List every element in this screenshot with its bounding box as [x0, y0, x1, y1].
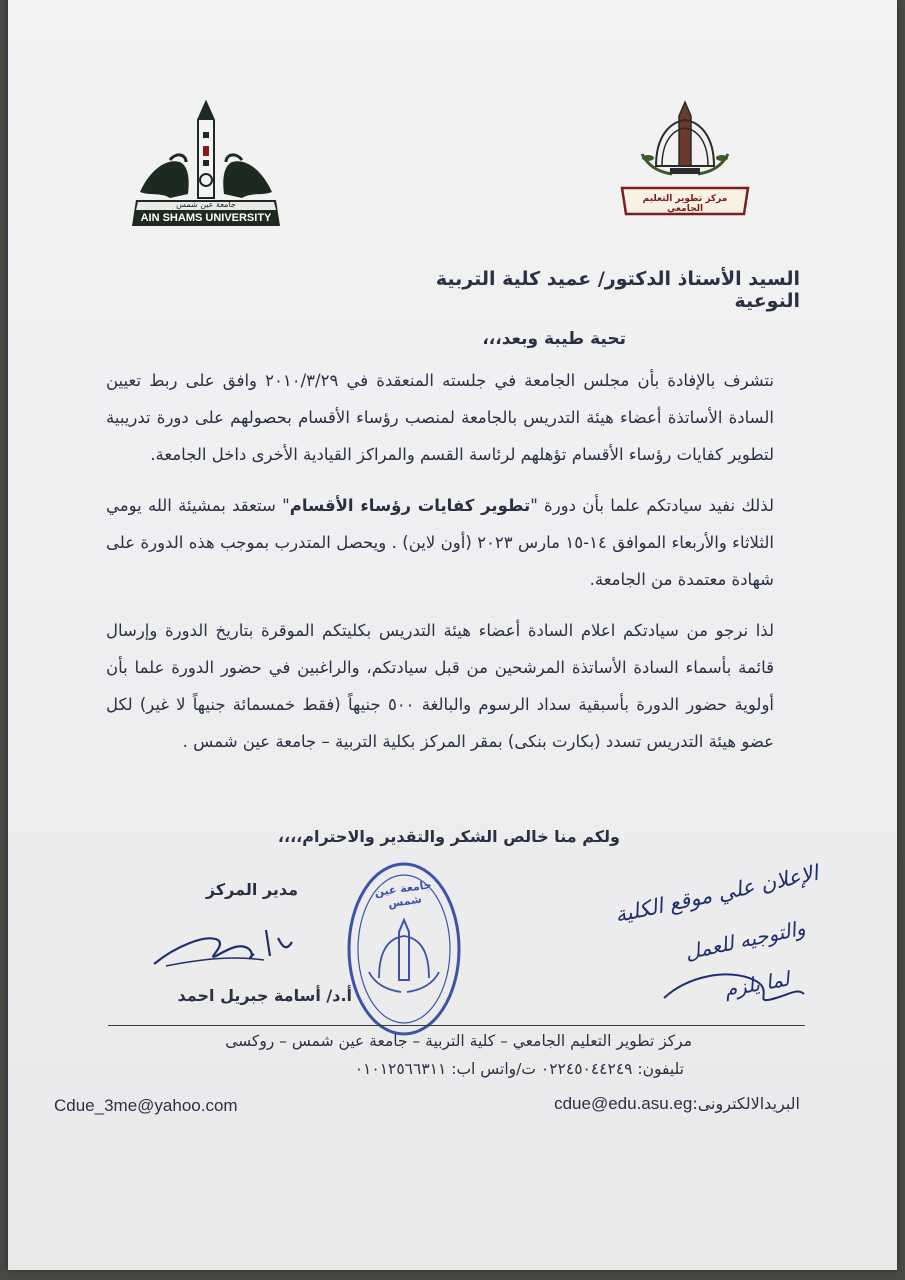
course-title: تطوير كفايات رؤساء الأقسام	[289, 496, 531, 515]
closing-line: ولكم منا خالص الشكر والتقدير والاحترام،،،،	[277, 827, 620, 846]
stamp-text: جامعة عين شمس	[373, 878, 433, 911]
annotation-line-3: لما يلزم	[722, 966, 792, 1002]
primary-email-block	[508, 1094, 800, 1114]
annotation-line-2: والتوجيه للعمل	[682, 915, 808, 965]
logo-english-caption: AIN SHAMS UNIVERSITY	[140, 212, 272, 224]
paragraph-1: نتشرف بالإفادة بأن مجلس الجامعة في جلسته المنعقدة في ٢٠١٠/٣/٢٩ وافق على ربط تعيين السادة الأساتذة أعضاء هيئة التدريس بالجامعة لمنصب رؤساء الأقسام بحصولهم على دورة تدريبية لتطوير كفايات رؤساء الأقسام تؤهلهم لرئاسة القسم والمراكز القيادية الأخرى داخل الجامعة.	[106, 371, 774, 464]
recipient-line: السيد الأستاذ الدكتور/ عميد كلية التربية النوعية	[435, 268, 800, 312]
primary-email-link[interactable]: cdue@edu.asu.eg	[554, 1094, 693, 1113]
signature-drawing	[146, 916, 306, 976]
email-label: البريدالالكترونى:	[692, 1094, 800, 1113]
footer-phones: تليفون: ٠٢٢٤٥٠٤٤٢٤٩ ت/واتس اب: ٠١٠١٢٥٦٦٣١١	[354, 1060, 684, 1078]
secondary-email-link[interactable]: Cdue_3me@yahoo.com	[54, 1096, 238, 1115]
paragraph-2-details: " ستعقد بمشيئة الله يومي الثلاثاء والأربعاء الموافق ١٤-١٥ مارس ٢٠٢٣ (أون لاين) . ويحصل المتدرب بموجب هذه الدورة على شهادة معتمدة من الجامعة.	[106, 496, 774, 589]
logo-arabic-caption: جامعة عين شمس	[176, 200, 236, 209]
greeting-line: تحية طيبة وبعد،،،	[482, 329, 626, 349]
handwritten-annotation	[568, 860, 830, 1020]
center-logo-caption: مركز تطوير التعليم الجامعي	[642, 194, 728, 214]
footer-divider	[108, 1025, 805, 1026]
ain-shams-university-logo	[130, 100, 282, 230]
signatory-name: أ.د/ أسامة جبريل احمد	[177, 986, 352, 1005]
official-stamp	[345, 860, 463, 1038]
paragraph-2	[106, 487, 774, 598]
annotation-scribble	[658, 958, 808, 1018]
university-emblem-icon	[130, 100, 282, 230]
annotation-line-1: الإعلان علي موقع الكلية	[612, 860, 821, 928]
footer-address: مركز تطوير التعليم الجامعي – كلية التربية – جامعة عين شمس – روكسى	[225, 1032, 692, 1050]
handwritten-signature	[146, 916, 306, 976]
center-logo	[612, 96, 758, 220]
paragraph-2-intro: لذلك نفيد سيادتكم علما بأن دورة "	[530, 496, 774, 515]
signatory-title: مدير المركز	[205, 880, 298, 899]
letter-page	[8, 0, 897, 1270]
paragraph-3: لذا نرجو من سيادتكم اعلام السادة أعضاء هيئة التدريس بكليتكم الموقرة بتاريخ الدورة وإرسال قائمة بأسماء السادة الأساتذة المرشحين من قبل سيادتكم، والراغبين في حضور الدورة علما بأن أولوية حضور الدورة بأسبقية سداد الرسوم والبالغة ٥٠٠ جنيهاً (فقط خمسمائة جنيهاً لا غير) لكل عضو هيئة التدريس تسدد (بكارت بنكى) بمقر المركز بكلية التربية – جامعة عين شمس .	[106, 621, 774, 751]
signature-text	[256, 928, 302, 929]
